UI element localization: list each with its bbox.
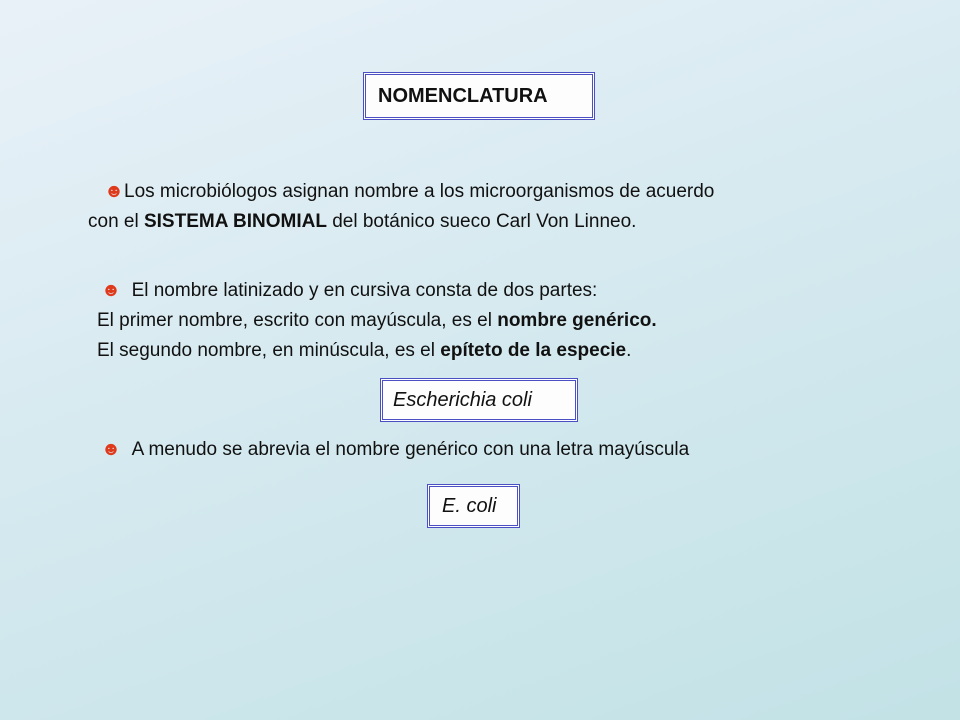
bullet-2-line-3-bold: epíteto de la especie	[440, 340, 627, 361]
example-abbreviation-box: E. coli	[427, 484, 520, 528]
bullet-3-line-1: A menudo se abrevia el nombre genérico con una letra mayúscula	[131, 439, 690, 460]
smiley-icon: ☻	[101, 439, 121, 460]
bullet-1-line-1: Los microbiólogos asignan nombre a los microorganismos de acuerdo	[124, 181, 715, 202]
smiley-icon: ☻	[104, 181, 124, 202]
bullet-2	[97, 276, 657, 366]
bullet-2-line-3-post: .	[626, 340, 632, 361]
bullet-2-line-2-pre: El primer nombre, escrito con mayúscula, es el	[97, 310, 498, 331]
page-title: NOMENCLATURA	[363, 72, 595, 120]
bullet-1	[88, 177, 715, 237]
example-species-box: Escherichia coli	[380, 378, 578, 422]
bullet-2-line-1: El nombre latinizado y en cursiva consta de dos partes:	[131, 280, 598, 301]
bullet-2-line-3-pre: El segundo nombre, en minúscula, es el	[97, 340, 441, 361]
bullet-3	[101, 435, 689, 465]
bullet-1-line-2-post: del botánico sueco Carl Von Linneo.	[326, 211, 637, 232]
bullet-1-line-2-pre: con el	[88, 211, 144, 232]
bullet-2-line-2-bold: nombre genérico.	[497, 310, 657, 331]
bullet-1-line-2-bold: SISTEMA BINOMIAL	[143, 211, 327, 232]
smiley-icon: ☻	[101, 280, 121, 301]
